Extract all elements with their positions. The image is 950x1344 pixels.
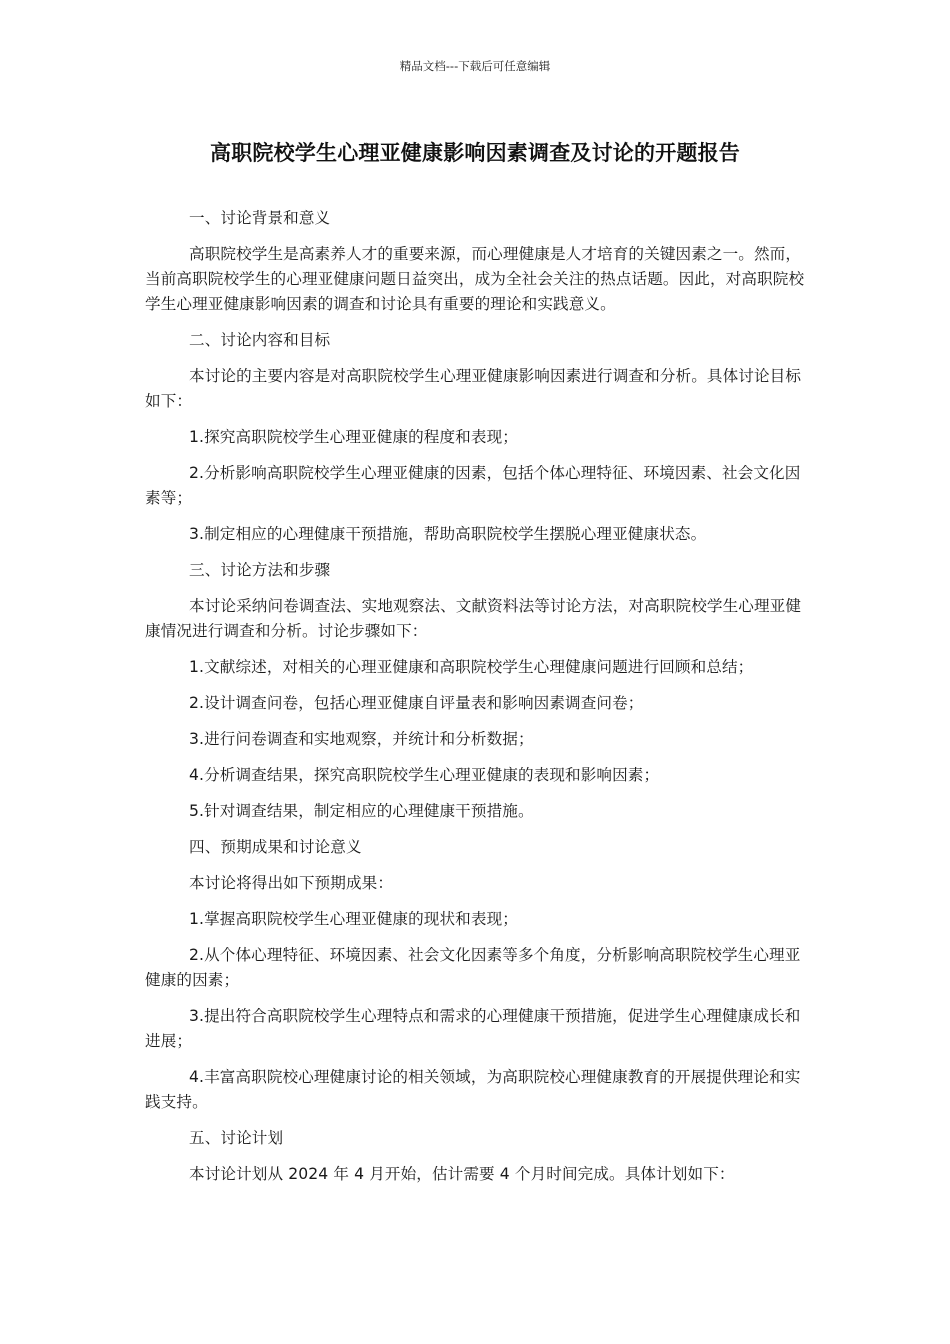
section-heading-2: 二、讨论内容和目标: [189, 331, 331, 349]
header-note: 精品文档---下载后可任意编辑: [399, 59, 551, 73]
document-title: 高职院校学生心理亚健康影响因素调查及讨论的开题报告: [210, 141, 740, 165]
paragraph: 高职院校学生是高素养人才的重要来源，而心理健康是人才培育的关键因素之一。然而，当前高职院校学生的心理亚健康问题日益突出，成为全社会关注的热点话题。因此，对高职院校学生心理亚健康影响因素的调查和讨论具有重要的理论和实践意义。: [145, 245, 805, 313]
section-heading-1: 一、讨论背景和意义: [189, 209, 331, 227]
list-item: 1.掌握高职院校学生心理亚健康的现状和表现；: [189, 910, 518, 928]
list-item: 2.分析影响高职院校学生心理亚健康的因素，包括个体心理特征、环境因素、社会文化因素等；: [145, 464, 801, 507]
list-item: 1.探究高职院校学生心理亚健康的程度和表现；: [189, 428, 518, 446]
section-heading-4: 四、预期成果和讨论意义: [189, 838, 362, 856]
list-item: 3.提出符合高职院校学生心理特点和需求的心理健康干预措施，促进学生心理健康成长和进展；: [145, 1007, 801, 1050]
list-item: 2.从个体心理特征、环境因素、社会文化因素等多个角度，分析影响高职院校学生心理亚健康的因素；: [145, 946, 801, 989]
section-heading-5: 五、讨论计划: [189, 1129, 284, 1147]
list-item: 1.文献综述，对相关的心理亚健康和高职院校学生心理健康问题进行回顾和总结；: [189, 658, 754, 676]
list-item: 3.进行问卷调查和实地观察，并统计和分析数据；: [189, 730, 534, 748]
list-item: 3.制定相应的心理健康干预措施，帮助高职院校学生摆脱心理亚健康状态。: [189, 525, 707, 543]
list-item: 4.丰富高职院校心理健康讨论的相关领域，为高职院校心理健康教育的开展提供理论和实践支持。: [145, 1068, 801, 1111]
list-item: 2.设计调查问卷，包括心理亚健康自评量表和影响因素调查问卷；: [189, 694, 644, 712]
paragraph: 本讨论采纳问卷调查法、实地观察法、文献资料法等讨论方法，对高职院校学生心理亚健康情况进行调查和分析。讨论步骤如下：: [145, 597, 802, 640]
section-heading-3: 三、讨论方法和步骤: [189, 561, 331, 579]
document-body: [145, 206, 809, 1198]
paragraph: 本讨论计划从 2024 年 4 月开始，估计需要 4 个月时间完成。具体计划如下：: [189, 1165, 735, 1183]
list-item: 4.分析调查结果，探究高职院校学生心理亚健康的表现和影响因素；: [189, 766, 660, 784]
list-item: 5.针对调查结果，制定相应的心理健康干预措施。: [189, 802, 534, 820]
paragraph: 本讨论将得出如下预期成果：: [189, 874, 394, 892]
paragraph: 本讨论的主要内容是对高职院校学生心理亚健康影响因素进行调查和分析。具体讨论目标如下：: [145, 367, 802, 410]
